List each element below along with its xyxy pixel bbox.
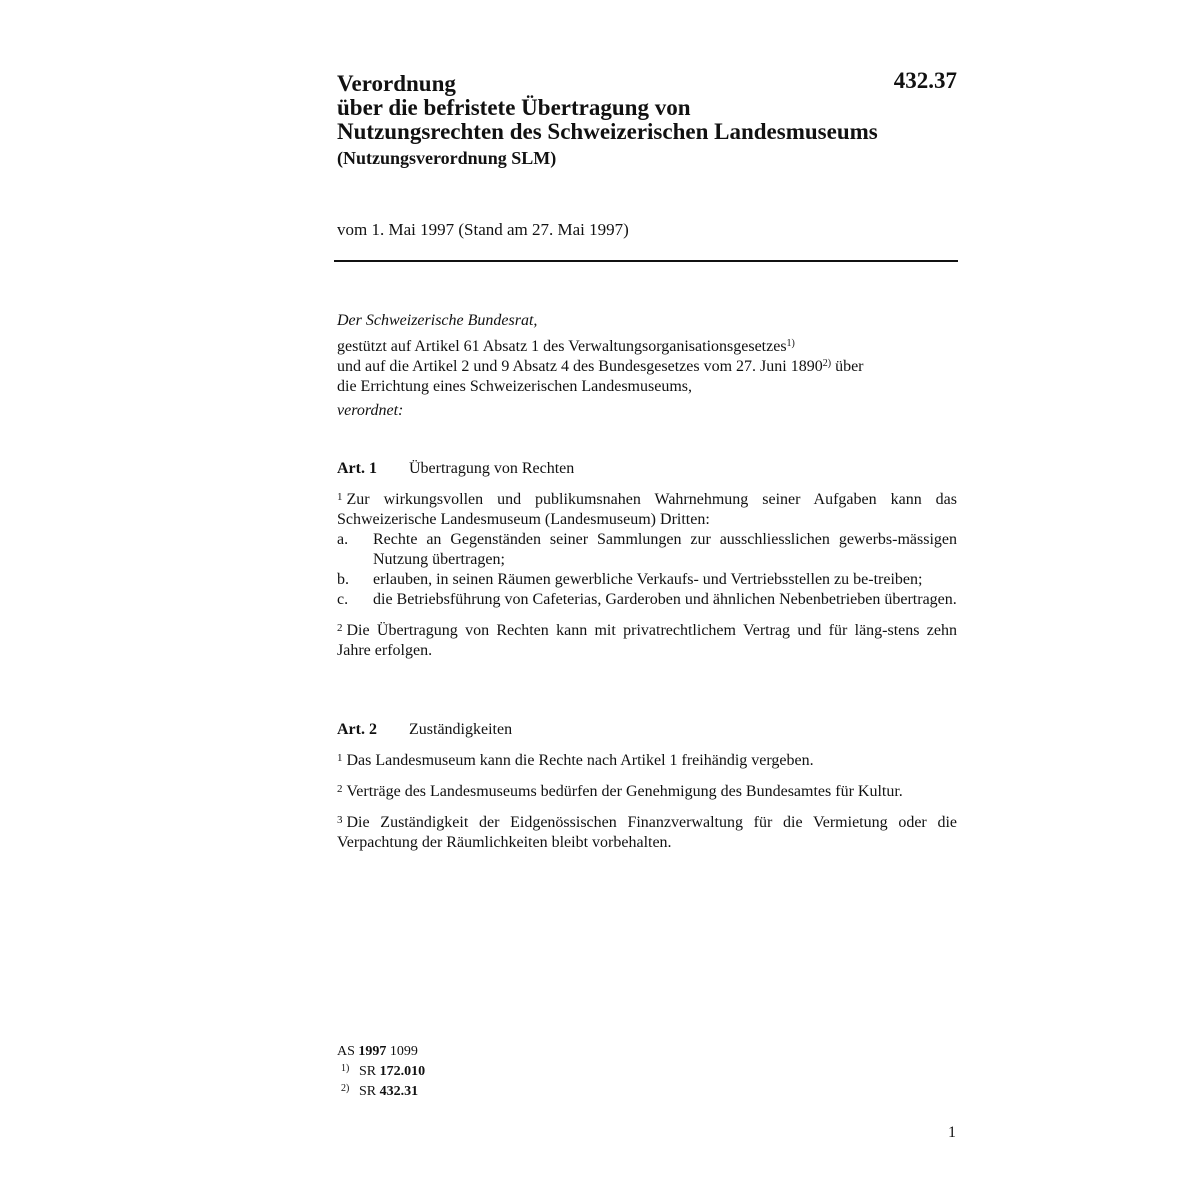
footnote-marker: 2) [341, 1083, 350, 1094]
list-letter: c. [337, 591, 349, 608]
footnote-number: 172.010 [379, 1064, 426, 1079]
list-letter: b. [337, 571, 349, 588]
article-2 [337, 720, 957, 861]
legal-basis-line [337, 357, 957, 377]
decree-word: verordnet: [337, 402, 404, 419]
as-year: 1997 [358, 1044, 387, 1059]
list-text: erlauben, in seinen Räumen gewerbliche Verkaufs- und Vertriebsstellen zu be-treiben; [373, 571, 923, 588]
paragraph [337, 810, 957, 853]
paragraph [337, 779, 957, 802]
as-page: 1099 [386, 1044, 418, 1059]
article-number: Art. 2 [337, 721, 377, 738]
paragraph [337, 487, 957, 530]
page-number: 1 [948, 1124, 956, 1141]
paragraph-number: 2 [337, 783, 343, 795]
article-1 [337, 459, 957, 669]
article-heading [337, 459, 957, 479]
article-heading [337, 720, 957, 740]
legal-basis [337, 337, 957, 397]
date-line: vom 1. Mai 1997 (Stand am 27. Mai 1997) [337, 220, 629, 239]
footnote-ref: 2) [822, 358, 832, 369]
legal-basis-text: gestützt auf Artikel 61 Absatz 1 des Verwaltungsorganisationsgesetzes [337, 338, 787, 355]
footnote-number: 432.31 [379, 1084, 419, 1099]
article-title: Zuständigkeiten [409, 721, 513, 738]
preamble [337, 311, 957, 421]
footnote [337, 1080, 957, 1100]
article-title: Übertragung von Rechten [409, 460, 575, 477]
footnote-prefix: SR [359, 1084, 380, 1099]
footnote-prefix: SR [359, 1064, 380, 1079]
footnotes [337, 1043, 957, 1100]
article-number: Art. 1 [337, 460, 377, 477]
list-text: die Betriebsführung von Cafeterias, Garderoben und ähnlichen Nebenbetrieben übertragen. [373, 591, 957, 608]
as-prefix: AS [337, 1044, 359, 1059]
list-text: Rechte an Gegenständen seiner Sammlungen zur ausschliesslichen gewerbs-mässigen Nutzung übertragen; [373, 531, 957, 568]
paragraph-number: 1 [337, 491, 343, 503]
title-block [337, 72, 957, 169]
paragraph-text: Die Zuständigkeit der Eidgenössischen Finanzverwaltung für die Vermietung oder die Verpachtung der Räumlichkeiten bleibt vorbehalten. [337, 814, 957, 851]
sr-number: 432.37 [893, 68, 957, 93]
paragraph-text: Das Landesmuseum kann die Rechte nach Artikel 1 freihändig vergeben. [346, 752, 814, 769]
list-letter: a. [337, 531, 349, 548]
paragraph-text: Zur wirkungsvollen und publikumsnahen Wahrnehmung seiner Aufgaben kann das Schweizerische Landesmuseum (Landesmuseum) Dritten: [337, 491, 957, 528]
title-line: Nutzungsrechten des Schweizerischen Landesmuseums [337, 119, 878, 144]
footnote-marker: 1) [341, 1063, 350, 1074]
footnote-ref: 1) [786, 338, 795, 349]
paragraph-number: 2 [337, 622, 343, 634]
short-title: (Nutzungsverordnung SLM) [337, 148, 557, 168]
paragraph [337, 618, 957, 661]
legal-basis-text: über [831, 358, 864, 375]
paragraph-text: Die Übertragung von Rechten kann mit privatrechtlichem Vertrag und für läng-stens zehn Jahre erfolgen. [337, 622, 957, 659]
paragraph-number: 1 [337, 752, 343, 764]
list-item [337, 590, 957, 610]
legal-basis-text: und auf die Artikel 2 und 9 Absatz 4 des Bundesgesetzes vom 27. Juni 1890 [337, 358, 823, 375]
paragraph-number: 3 [337, 814, 343, 826]
footnote [337, 1060, 957, 1080]
paragraph [337, 748, 957, 771]
header-divider [334, 260, 958, 262]
list-item [337, 570, 957, 590]
list-item [337, 530, 957, 570]
paragraph-text: Verträge des Landesmuseums bedürfen der Genehmigung des Bundesamtes für Kultur. [346, 783, 903, 800]
enumeration [337, 530, 957, 610]
legal-basis-line [337, 337, 957, 357]
legal-basis-line: die Errichtung eines Schweizerischen Landesmuseums, [337, 378, 692, 395]
title-line: über die befristete Übertragung von [337, 95, 691, 120]
official-collection-ref [337, 1043, 957, 1060]
title-line: Verordnung [337, 71, 456, 96]
issuer: Der Schweizerische Bundesrat, [337, 312, 538, 329]
